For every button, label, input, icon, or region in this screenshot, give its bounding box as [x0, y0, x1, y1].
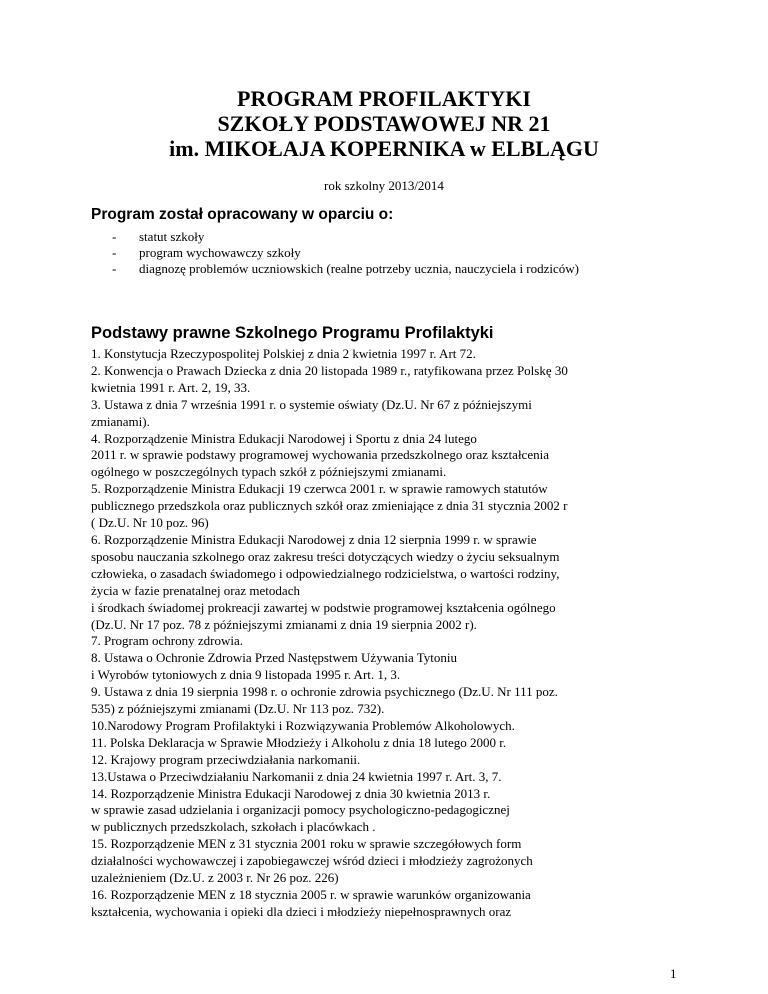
text-line: uzależnieniem (Dz.U. z 2003 r. Nr 26 poz. 226): [91, 870, 339, 886]
text-line: 6. Rozporządzenie Ministra Edukacji Narodowej z dnia 12 sierpnia 1999 r. w sprawie: [91, 531, 537, 547]
list-item-text: diagnozę problemów uczniowskich (realne potrzeby ucznia, nauczyciela i rodziców): [139, 260, 580, 276]
school-year: rok szkolny 2013/2014: [324, 178, 444, 193]
document-title: [0, 86, 768, 161]
title-line-1: PROGRAM PROFILAKTYKI: [237, 86, 531, 111]
text-line: w publicznych przedszkolach, szkołach i placówkach .: [91, 819, 376, 835]
list-item: - statut szkoły: [112, 229, 205, 244]
text-line: publicznego przedszkola oraz publicznych szkół oraz zmieniające z dnia 31 stycznia 2002 r: [91, 498, 568, 514]
text-line: kwietnia 1991 r. Art. 2, 19, 33.: [91, 379, 251, 395]
title-line-2: SZKOŁY PODSTAWOWEJ NR 21: [217, 111, 551, 136]
text-line: 2. Konwencja o Prawach Dziecka z dnia 20 listopada 1989 r., ratyfikowana przez Polskę 30: [91, 362, 568, 378]
text-line: ogólnego w poszczególnych typach szkół z późniejszymi zmianami.: [91, 464, 447, 480]
legal-basis-text: [91, 346, 676, 921]
text-line: życia w fazie prenatalnej oraz metodach: [91, 582, 300, 598]
title-line-3: im. MIKOŁAJA KOPERNIKA w ELBLĄGU: [169, 136, 599, 161]
text-line: 535) z późniejszymi zmianami (Dz.U. Nr 113 poz. 732).: [91, 701, 385, 717]
text-line: kształcenia, wychowania i opieki dla dzieci i młodzieży niepełnosprawnych oraz: [91, 903, 512, 919]
text-line: 11. Polska Deklaracja w Sprawie Młodzieży i Alkoholu z dnia 18 lutego 2000 r.: [91, 734, 507, 750]
text-line: 15. Rozporządzenie MEN z 31 stycznia 2001 roku w sprawie szczegółowych form: [91, 836, 522, 852]
basis-heading: Program został opracowany w oparciu o:: [91, 206, 394, 223]
text-line: w sprawie zasad udzielania i organizacji pomocy psychologiczno-pedagogicznej: [91, 802, 510, 818]
text-line: 9. Ustawa z dnia 19 sierpnia 1998 r. o ochronie zdrowia psychicznego (Dz.U. Nr 111 poz.: [91, 684, 558, 700]
legal-basis-heading: Podstawy prawne Szkolnego Programu Profilaktyki: [91, 324, 494, 342]
text-line: zmianami).: [91, 413, 150, 429]
text-line: 1. Konstytucja Rzeczypospolitej Polskiej z dnia 2 kwietnia 1997 r. Art 72.: [91, 346, 476, 361]
text-line: 5. Rozporządzenie Ministra Edukacji 19 czerwca 2001 r. w sprawie ramowych statutów: [91, 481, 548, 497]
text-line: sposobu nauczania szkolnego oraz zakresu treści dotyczących wiedzy o życiu seksualnym: [91, 548, 560, 564]
text-line: ( Dz.U. Nr 10 poz. 96): [91, 515, 209, 531]
text-line: 10.Narodowy Program Profilaktyki i Rozwiązywania Problemów Alkoholowych.: [91, 717, 515, 733]
text-line: 3. Ustawa z dnia 7 września 1991 r. o systemie oświaty (Dz.U. Nr 67 z późniejszymi: [91, 396, 532, 412]
text-line: działalności wychowawczej i zapobiegawczej wśród dzieci i młodzieży zagrożonych: [91, 853, 533, 869]
list-item: - program wychowawczy szkoły: [112, 244, 301, 260]
list-item-text: statut szkoły: [139, 229, 205, 244]
basis-list: [112, 229, 579, 276]
text-line: 2011 r. w sprawie podstawy programowej wychowania przedszkolnego oraz kształcenia: [91, 447, 549, 463]
text-line: 13.Ustawa o Przeciwdziałaniu Narkomanii z dnia 24 kwietnia 1997 r. Art. 3, 7.: [91, 768, 502, 784]
list-item: - diagnozę problemów uczniowskich (realne potrzeby ucznia, nauczyciela i rodziców): [112, 260, 580, 276]
text-line: 7. Program ochrony zdrowia.: [91, 633, 243, 649]
list-item-text: program wychowawczy szkoły: [139, 244, 301, 260]
text-line: 16. Rozporządzenie MEN z 18 stycznia 2005 r. w sprawie warunków organizowania: [91, 887, 531, 902]
text-line: 14. Rozporządzenie Ministra Edukacji Narodowej z dnia 30 kwietnia 2013 r.: [91, 785, 491, 801]
text-line: 12. Krajowy program przeciwdziałania narkomanii.: [91, 751, 361, 767]
text-line: człowieka, o zasadach świadomego i odpowiedzialnego rodzicielstwa, o wartości rodziny,: [91, 565, 560, 581]
text-line: 8. Ustawa o Ochronie Zdrowia Przed Następstwem Używania Tytoniu: [91, 650, 458, 666]
text-line: i środkach świadomej prokreacji zawartej w podstwie programowej kształcenia ogólnego: [91, 599, 556, 615]
text-line: (Dz.U. Nr 17 poz. 78 z późniejszymi zmianami z dnia 19 sierpnia 2002 r).: [91, 616, 477, 632]
text-line: 4. Rozporządzenie Ministra Edukacji Narodowej i Sportu z dnia 24 lutego: [91, 430, 477, 446]
text-line: i Wyrobów tytoniowych z dnia 9 listopada 1995 r. Art. 1, 3.: [91, 667, 401, 683]
page-number: 1: [670, 966, 677, 981]
